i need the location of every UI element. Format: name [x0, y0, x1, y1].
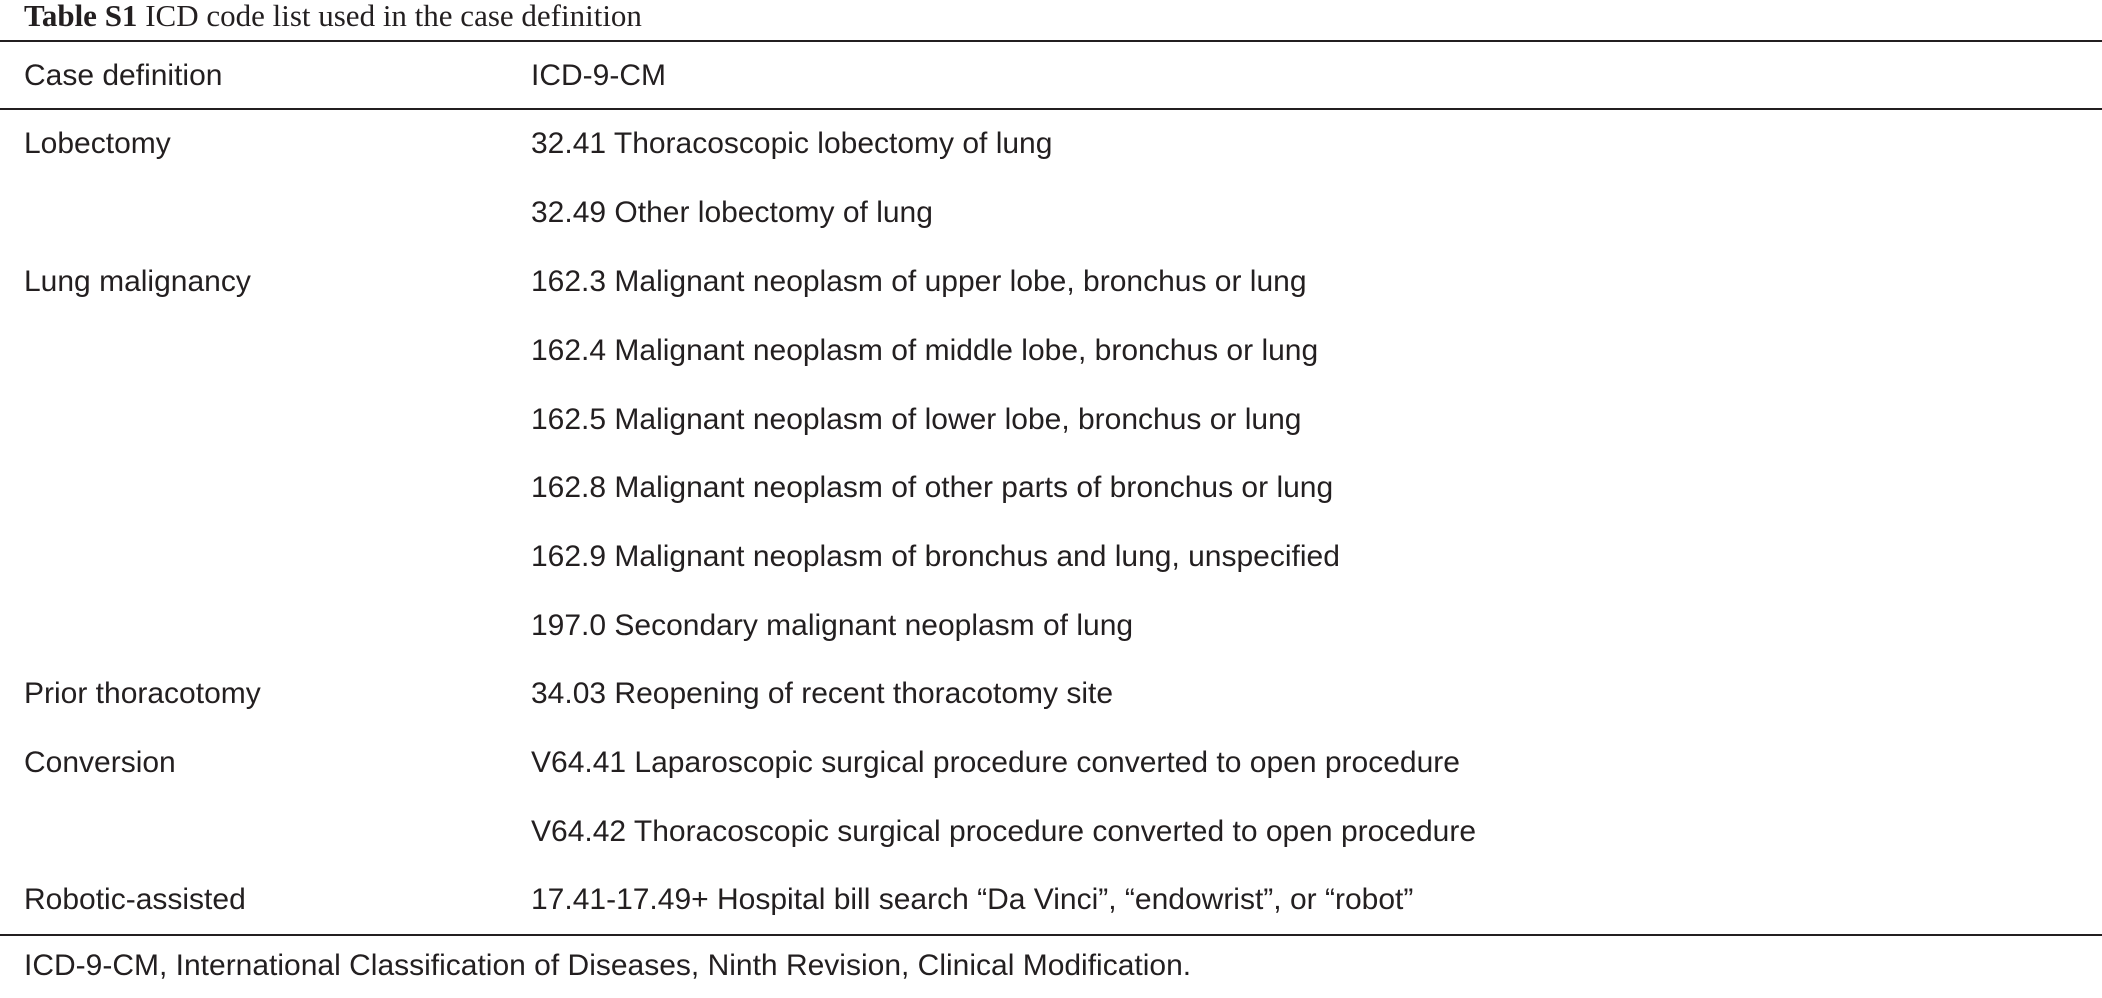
- caption-text: ICD code list used in the case definition: [145, 0, 642, 33]
- table-row: [0, 592, 2102, 660]
- icd-code-cell: 17.41-17.49+ Hospital bill search “Da Vinci”, “endowrist”, or “robot”: [531, 883, 1414, 916]
- caption-label: Table S1: [24, 0, 138, 33]
- icd-code-cell: 197.0 Secondary malignant neoplasm of lung: [531, 609, 1134, 642]
- case-definition-cell: Lung malignancy: [24, 265, 251, 298]
- table-row: [0, 248, 2102, 316]
- icd-code-cell: 32.41 Thoracoscopic lobectomy of lung: [531, 127, 1053, 160]
- table-row: [0, 454, 2102, 522]
- icd-code-cell: V64.42 Thoracoscopic surgical procedure converted to open procedure: [531, 815, 1477, 848]
- icd-code-cell: 162.4 Malignant neoplasm of middle lobe, bronchus or lung: [531, 334, 1319, 367]
- table-header-row: [0, 42, 2102, 110]
- header-case-definition: Case definition: [24, 59, 223, 92]
- icd-code-cell: 162.8 Malignant neoplasm of other parts of bronchus or lung: [531, 471, 1334, 504]
- table-row: [0, 179, 2102, 247]
- table-caption: [24, 0, 642, 36]
- icd-code-cell: V64.41 Laparoscopic surgical procedure converted to open procedure: [531, 746, 1460, 779]
- header-rule: [0, 108, 2102, 110]
- case-definition-cell: Prior thoracotomy: [24, 677, 261, 710]
- icd-code-cell: 162.3 Malignant neoplasm of upper lobe, bronchus or lung: [531, 265, 1307, 298]
- table-row: [0, 729, 2102, 797]
- case-definition-cell: Lobectomy: [24, 127, 171, 160]
- icd-code-cell: 34.03 Reopening of recent thoracotomy site: [531, 677, 1114, 710]
- table-row: [0, 798, 2102, 866]
- table-row: [0, 386, 2102, 454]
- icd-code-cell: 162.9 Malignant neoplasm of bronchus and lung, unspecified: [531, 540, 1340, 573]
- icd-code-cell: 32.49 Other lobectomy of lung: [531, 196, 933, 229]
- table-row: [0, 110, 2102, 178]
- table-row: [0, 660, 2102, 728]
- case-definition-cell: Conversion: [24, 746, 176, 779]
- table-footnote: ICD-9-CM, International Classification of Diseases, Ninth Revision, Clinical Modification.: [24, 949, 1192, 982]
- case-definition-cell: Robotic-assisted: [24, 883, 246, 916]
- header-icd: ICD-9-CM: [531, 59, 666, 92]
- table-row: [0, 866, 2102, 934]
- table-row: [0, 523, 2102, 591]
- table-row: [0, 317, 2102, 385]
- icd-code-cell: 162.5 Malignant neoplasm of lower lobe, bronchus or lung: [531, 403, 1302, 436]
